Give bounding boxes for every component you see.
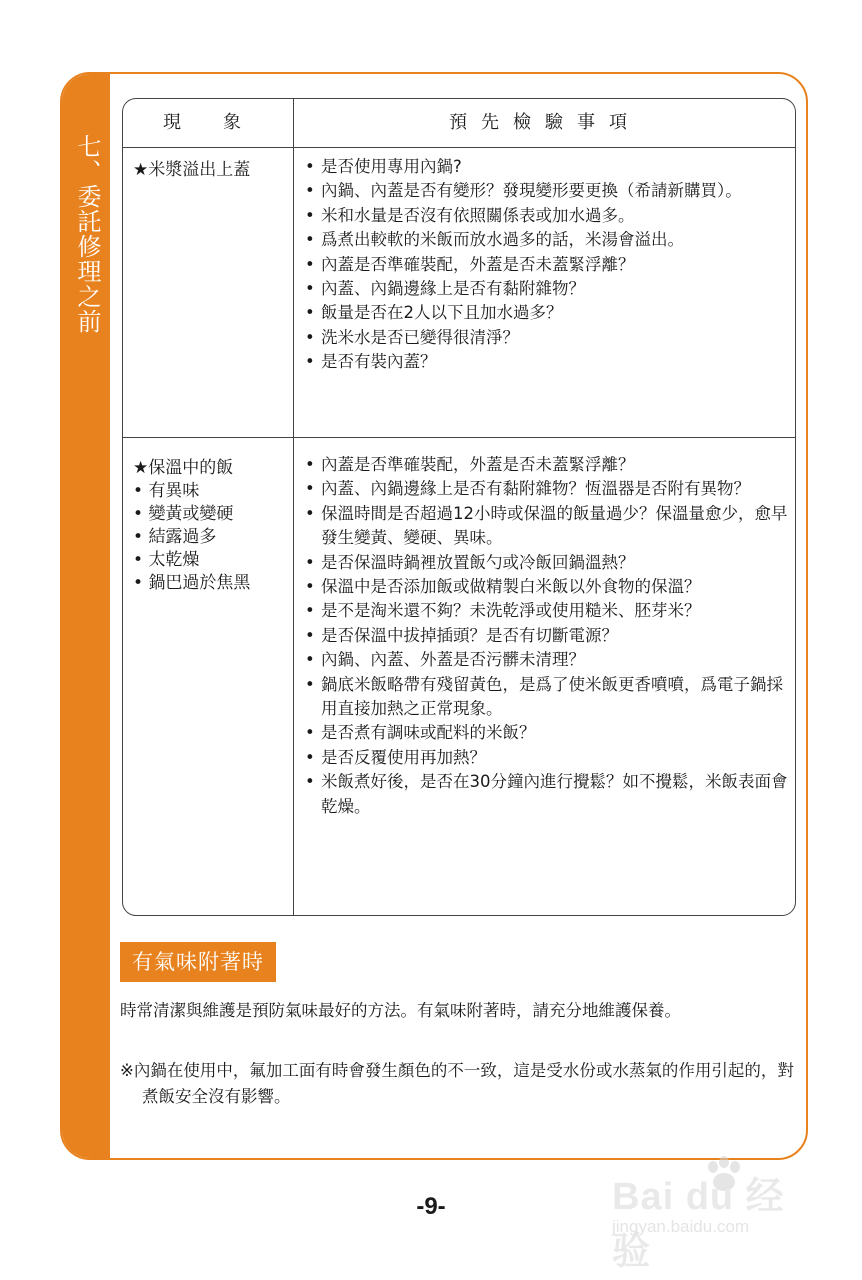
check-item: • 是否保溫時鍋裡放置飯勺或冷飯回鍋溫熱？ bbox=[305, 551, 789, 575]
check-item: • 是否煮有調味或配料的米飯？ bbox=[305, 721, 789, 745]
section-heading: 有氣味附著時 bbox=[120, 942, 276, 982]
check-item: • 內鍋、內蓋是否有變形？發現變形要更換（希請新購買）。 bbox=[305, 179, 789, 203]
phenomenon-title: ★ 米漿溢出上蓋 bbox=[133, 159, 291, 182]
check-item: • 鍋底米飯略帶有殘留黃色，是爲了使米飯更香噴噴，爲電子鍋採用直接加熱之正常現象。 bbox=[305, 673, 789, 722]
row-divider bbox=[123, 147, 795, 148]
check-item: • 是否有裝內蓋？ bbox=[305, 350, 789, 374]
column-divider bbox=[293, 99, 294, 915]
check-item: • 內蓋、內鍋邊緣上是否有黏附雜物？恆溫器是否附有異物？ bbox=[305, 477, 789, 501]
check-item: • 內蓋是否準確裝配，外蓋是否未蓋緊浮離？ bbox=[305, 253, 789, 277]
header-phenomenon: 現 象 bbox=[163, 112, 253, 133]
page-frame bbox=[60, 72, 808, 1160]
side-tab bbox=[62, 74, 110, 1158]
check-item: • 是否反覆使用再加熱？ bbox=[305, 746, 789, 770]
check-item: • 米和水量是否沒有依照關係表或加水過多。 bbox=[305, 204, 789, 228]
check-item: • 米飯煮好後，是否在30分鐘內進行攪鬆？如不攪鬆，米飯表面會乾燥。 bbox=[305, 770, 789, 819]
check-item: • 保溫時間是否超過12小時或保溫的飯量過少？保溫量愈少，愈早發生變黃、變硬、異味。 bbox=[305, 502, 789, 551]
check-list bbox=[305, 453, 789, 819]
phenomenon-cell bbox=[133, 457, 291, 595]
check-item: • 內鍋、內蓋、外蓋是否污髒未清理？ bbox=[305, 648, 789, 672]
check-item: • 內蓋是否準確裝配，外蓋是否未蓋緊浮離？ bbox=[305, 453, 789, 477]
check-item: • 是否保溫中拔掉插頭？是否有切斷電源？ bbox=[305, 624, 789, 648]
header-checks: 預先檢驗事項 bbox=[449, 112, 641, 133]
check-item: • 是不是淘米還不夠？未洗乾淨或使用糙米、胚芽米？ bbox=[305, 599, 789, 623]
phenomenon-subitem: • 結露過多 bbox=[133, 526, 291, 549]
section-note: ※內鍋在使用中，氟加工面有時會發生顏色的不一致，這是受水份或水蒸氣的作用引起的，對煮飯安全沒有影響。 bbox=[120, 1061, 794, 1106]
check-item: • 保溫中是否添加飯或做精製白米飯以外食物的保溫？ bbox=[305, 575, 789, 599]
baidu-watermark bbox=[612, 1155, 812, 1273]
page-number: -9- bbox=[416, 1193, 446, 1220]
troubleshooting-table bbox=[122, 98, 796, 916]
phenomenon-title: ★ 保溫中的飯 bbox=[133, 457, 291, 480]
row-divider bbox=[123, 437, 795, 438]
phenomenon-subitem: • 鍋巴過於焦黑 bbox=[133, 572, 291, 595]
phenomenon-subitems bbox=[133, 480, 291, 595]
phenomenon-subitem: • 太乾燥 bbox=[133, 549, 291, 572]
phenomenon-cell bbox=[133, 159, 291, 182]
section-paragraph: 時常清潔與維護是預防氣味最好的方法。有氣味附著時，請充分地維護保養。 bbox=[120, 1001, 681, 1020]
phenomenon-subitem: • 變黃或變硬 bbox=[133, 503, 291, 526]
watermark-logo: Bai du 经验 bbox=[612, 1176, 785, 1273]
check-item: • 內蓋、內鍋邊緣上是否有黏附雜物？ bbox=[305, 277, 789, 301]
check-item: • 是否使用專用內鍋? bbox=[305, 155, 789, 179]
watermark-url: jingyan.baidu.com bbox=[612, 1217, 750, 1236]
check-list bbox=[305, 155, 789, 375]
phenomenon-subitem: • 有異味 bbox=[133, 480, 291, 503]
chapter-title: 七、委託修理之前 bbox=[73, 134, 101, 334]
check-item: • 爲煮出較軟的米飯而放水過多的話，米湯會溢出。 bbox=[305, 228, 789, 252]
check-item: • 洗米水是否已變得很清淨？ bbox=[305, 326, 789, 350]
check-item: • 飯量是否在2人以下且加水過多？ bbox=[305, 301, 789, 325]
